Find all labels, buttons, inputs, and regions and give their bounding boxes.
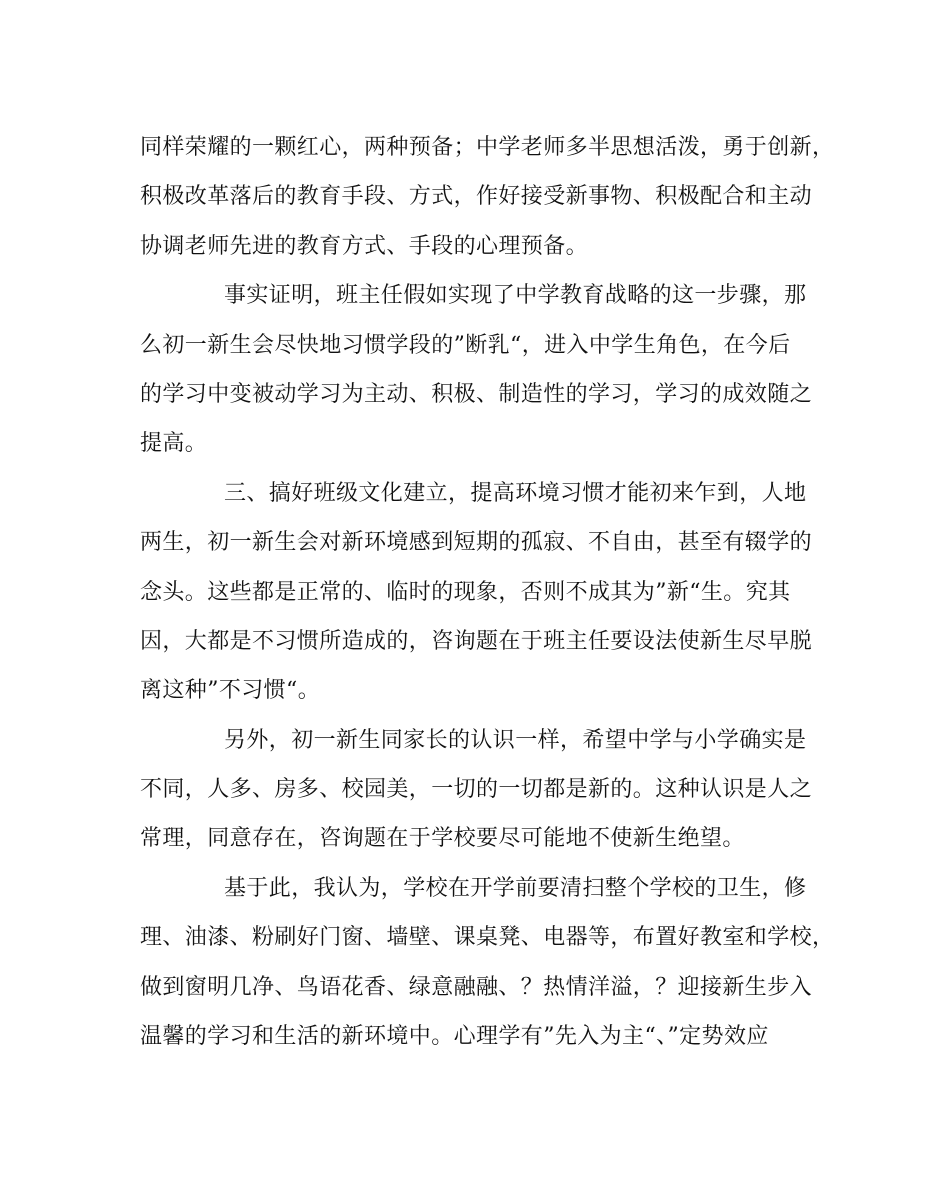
text-line: 做到窗明几净、鸟语花香、绿意融融、？热情洋溢，？迎接新生步入	[140, 974, 813, 1000]
text-line: 温馨的学习和生活的新环境中。心理学有”先入为主“、”定势效应	[140, 1024, 769, 1050]
body-text	[140, 123, 835, 1061]
text-line: 的学习中变被动学习为主动、积极、制造性的学习，学习的成效随之	[140, 381, 813, 407]
text-line: 念头。这些都是正常的、临时的现象，否则不成其为”新“生。究其	[140, 579, 791, 605]
text-line: 理、油漆、粉刷好门窗、墙壁、课桌凳、电器等，布置好教室和学校，	[140, 925, 835, 951]
paragraph-first-line: 事实证明，班主任假如实现了中学教育战略的这一步骤，那	[224, 283, 807, 309]
text-line: 提高。	[140, 431, 208, 457]
text-line: 么初一新生会尽快地习惯学段的”断乳“，进入中学生角色，在今后	[140, 332, 791, 358]
text-line: 常理，同意存在，咨询题在于学校要尽可能地不使新生绝望。	[140, 826, 745, 852]
text-line: 不同，人多、房多、校园美，一切的一切都是新的。这种认识是人之	[140, 777, 813, 803]
text-line: 两生，初一新生会对新环境感到短期的孤寂、不自由，甚至有辍学的	[140, 530, 813, 556]
text-line: 积极改革落后的教育手段、方式，作好接受新事物、积极配合和主动	[140, 184, 813, 210]
paragraph-first-line: 基于此，我认为，学校在开学前要清扫整个学校的卫生，修	[224, 875, 807, 901]
paragraph-first-line: 三、搞好班级文化建立，提高环境习惯才能初来乍到，人地	[224, 480, 807, 506]
text-line: 因，大都是不习惯所造成的，咨询题在于班主任要设法使新生尽早脱	[140, 628, 813, 654]
paragraph-first-line: 另外，初一新生同家长的认识一样，希望中学与小学确实是	[224, 727, 807, 753]
text-line: 协调老师先进的教育方式、手段的心理预备。	[140, 233, 589, 259]
text-line: 同样荣耀的一颗红心，两种预备；中学老师多半思想活泼，勇于创新，	[140, 135, 835, 160]
text-line: 离这种”不习惯“。	[140, 678, 321, 704]
